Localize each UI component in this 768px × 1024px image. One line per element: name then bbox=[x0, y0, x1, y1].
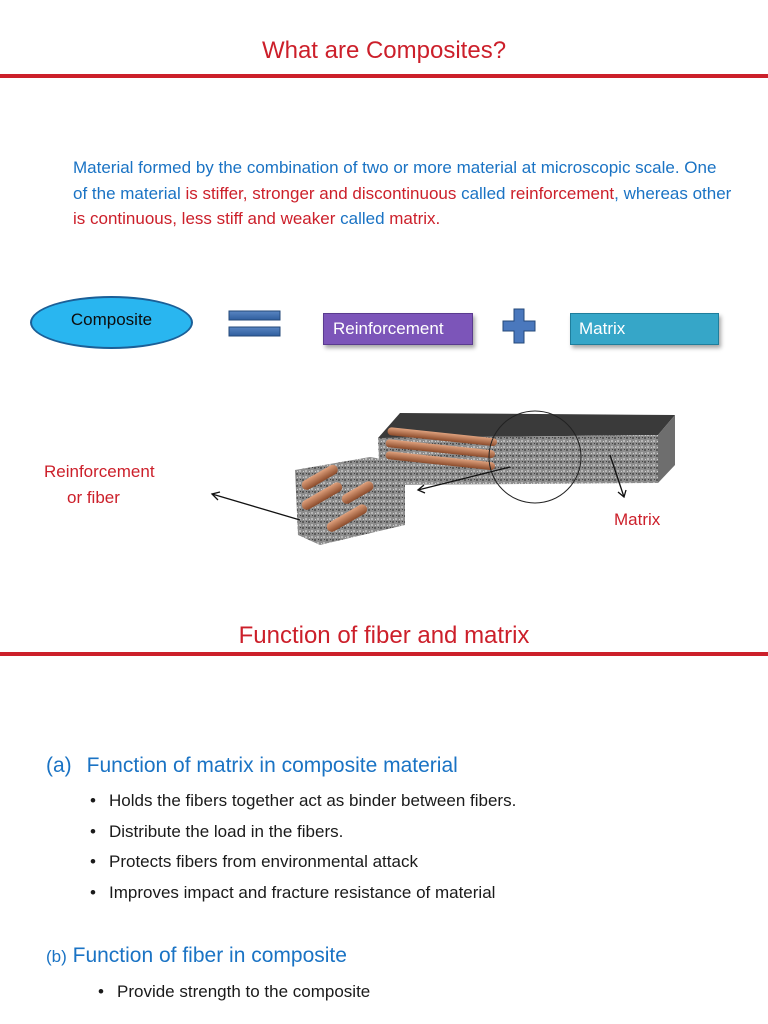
matrix-box-label: Matrix bbox=[579, 319, 626, 338]
fiber-label: Reinforcement or fiber bbox=[44, 462, 155, 507]
definition-paragraph bbox=[73, 155, 733, 232]
definition-part: called bbox=[340, 209, 390, 228]
section-b-title: Function of fiber in composite bbox=[72, 944, 347, 967]
section-a-title: Function of matrix in composite material bbox=[86, 754, 458, 777]
definition-part: reinforcement bbox=[510, 183, 615, 203]
page-title: What are Composites? bbox=[261, 37, 507, 64]
plus-icon bbox=[502, 308, 536, 344]
list-item: • Holds the fibers together act as binder between fibers. bbox=[88, 790, 516, 821]
equals-icon bbox=[228, 310, 282, 338]
list-item: • Improves impact and fracture resistance of material bbox=[88, 882, 516, 913]
list-item: • Protects fibers from environmental attack bbox=[88, 851, 516, 882]
section-divider bbox=[0, 652, 768, 656]
reinforcement-box bbox=[323, 313, 473, 345]
section-a-marker: (a) bbox=[46, 754, 72, 777]
reinforcement-label: Reinforcement bbox=[333, 319, 444, 338]
matrix-function-list bbox=[88, 790, 516, 912]
list-item: • Provide strength to the composite bbox=[96, 981, 370, 1012]
section-b-marker: (b) bbox=[46, 947, 67, 966]
definition-part: called bbox=[461, 183, 511, 203]
definition-part: Material formed by the combination of two or more material at microscopic scale. One of the material bbox=[73, 158, 717, 203]
section-b-heading bbox=[46, 944, 347, 968]
definition-part: , whereas other bbox=[614, 183, 732, 203]
definition-part: is stiffer, stronger and discontinuous bbox=[185, 183, 462, 203]
matrix-label: Matrix bbox=[614, 510, 661, 529]
definition-part: matrix. bbox=[389, 209, 441, 228]
matrix-box bbox=[570, 313, 719, 345]
section-title: Function of fiber and matrix bbox=[238, 622, 530, 649]
composite-label: Composite bbox=[70, 309, 153, 329]
title-divider bbox=[0, 74, 768, 78]
definition-part: is continuous, less stiff and weaker bbox=[73, 209, 341, 228]
composite-ellipse bbox=[30, 296, 193, 349]
composite-diagram bbox=[200, 395, 690, 565]
section-a-heading bbox=[46, 754, 458, 778]
fiber-function-list bbox=[96, 981, 370, 1012]
list-item: • Distribute the load in the fibers. bbox=[88, 821, 516, 852]
